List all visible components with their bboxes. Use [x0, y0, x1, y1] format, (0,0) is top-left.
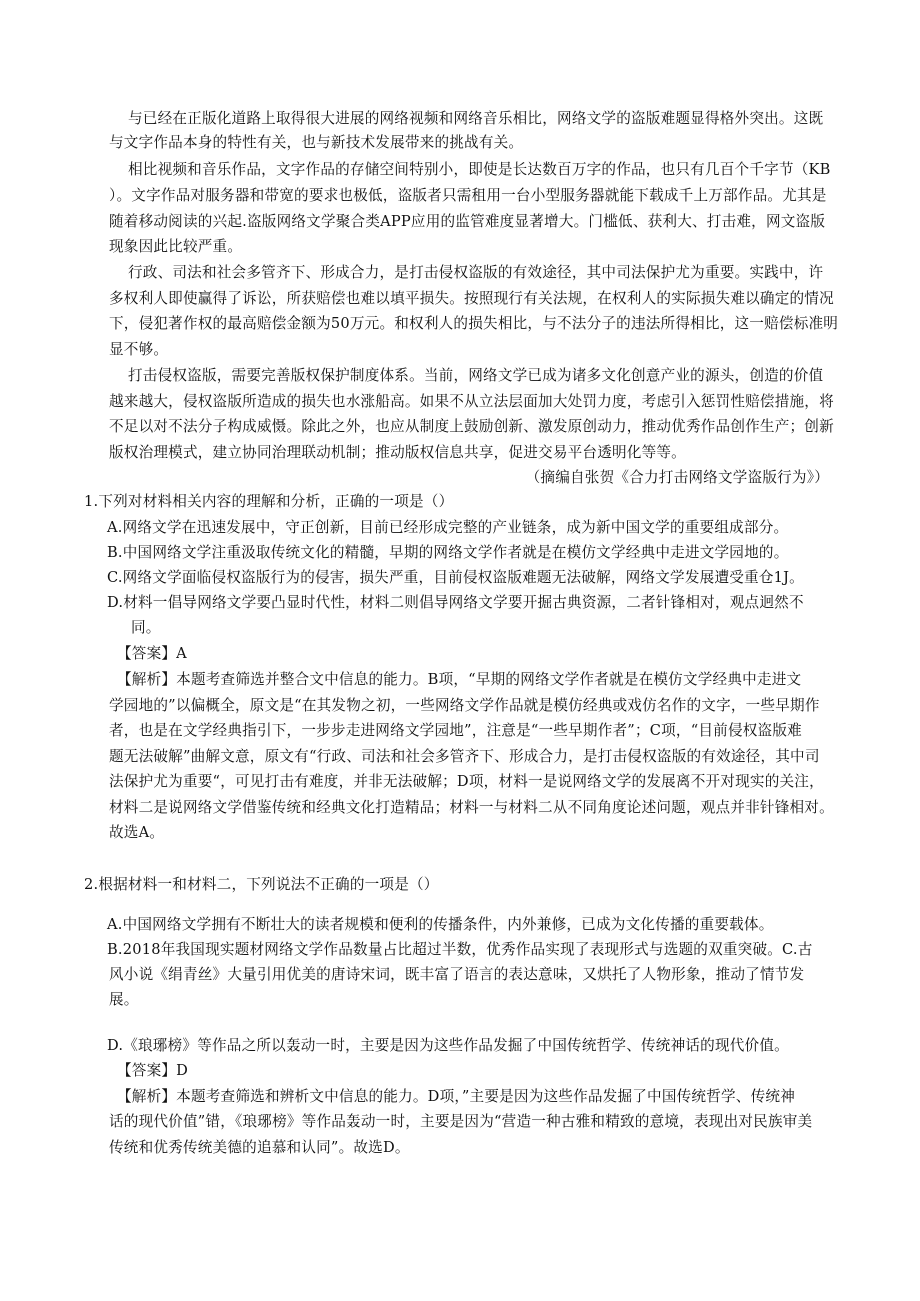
passage-p2-line-1: 相比视频和音乐作品，文字作品的存储空间特别小，即使是长达数百万字的作品，也只有几百个千字节（KB: [128, 161, 831, 178]
q1-analysis-line-6: 材料二是说网络文学借鉴传统和经典文化打造精品；材料一与材料二从不同角度论述问题，观点并非针锋相对。: [109, 799, 834, 816]
passage-p3-line-2: 多权利人即使赢得了诉讼，所获赔偿也难以填平损失。按照现行有关法规，在权利人的实际损失难以确定的情况: [109, 290, 834, 307]
q1-stem: 1.下列对材料相关内容的理解和分析，正确的一项是（）: [84, 493, 454, 510]
q2-option-bc-line-2: 风小说《绢青丝》大量引用优美的唐诗宋词，既丰富了语言的表达意味，又烘托了人物形象，推动了情节发: [109, 966, 805, 983]
q2-stem: 2.根据材料一和材料二，下列说法不正确的一项是（）: [84, 876, 439, 893]
q1-analysis-line-2: 学园地的”以偏概全，原文是“在其发物之初，一些网络文学作品就是模仿经典或戏仿名作的文字，一些早期作: [109, 697, 820, 714]
q1-answer: 【答案】A: [117, 645, 187, 662]
q1-analysis-line-1: 【解析】本题考查筛选并整合文中信息的能力。B项，“早期的网络文学作者就是在模仿文学经典中走进文: [117, 671, 802, 688]
q1-option-b: B.中国网络文学注重汲取传统文化的精髓，早期的网络文学作者就是在模仿文学经典中走进文学园地的。: [107, 544, 789, 561]
passage-p4-line-1: 打击侵权盗版，需要完善版权保护制度体系。当前，网络文学已成为诸多文化创意产业的源头，创造的价值: [128, 367, 824, 384]
passage-p4-line-3: 不足以对不法分子构成威慑。除此之外，也应从制度上鼓励创新、激发原创动力，推动优秀作品创作生产；创新: [109, 418, 834, 435]
passage-p4-line-2: 越来越大，侵权盗版所造成的损失也水涨船高。如果不从立法层面加大处罚力度，考虑引入惩罚性赔偿措施，将: [109, 393, 834, 410]
q2-analysis-line-3: 传统和优秀传统美德的追慕和认同”。故选D。: [109, 1139, 410, 1156]
passage-p4-line-4: 版权治理模式，建立协同治理联动机制；推动版权信息共享，促进交易平台透明化等等。: [109, 444, 686, 461]
q2-option-a: A.中国网络文学拥有不断壮大的读者规模和便利的传播条件，内外兼修，已成为文化传播的重要载体。: [107, 916, 774, 933]
q2-analysis-line-2: 话的现代价值”错，《琅琊榜》等作品轰动一时，主要是因为“营造一种古雅和精致的意境，表现出对民族审美: [109, 1113, 813, 1130]
passage-p3-line-3: 下，侵犯著作权的最高赔偿金额为50万元。和权利人的损失相比，与不法分子的违法所得相比，这一赔偿标准明: [109, 315, 839, 332]
q1-analysis-line-3: 者，也是在文学经典指引下，一步步走进网络文学园地”，注意是“一些早期作者”；C项，“目前侵权盗版难: [109, 722, 802, 739]
passage-p1-line-1: 与已经在正版化道路上取得很大进展的网络视频和网络音乐相比，网络文学的盗版难题显得格外突出。这既: [128, 110, 824, 127]
passage-p2-line-4: 现象因此比较严重。: [109, 238, 243, 255]
q1-option-a: A.网络文学在迅速发展中，守正创新，目前已经形成完整的产业链条，成为新中国文学的重要组成部分。: [107, 519, 789, 536]
q2-answer: 【答案】D: [117, 1062, 189, 1079]
passage-p2-line-3: 随着移动阅读的兴起.盗版网络文学聚合类APP应用的监管难度显著增大。门槛低、获利大、打击难，网文盗版: [109, 213, 826, 230]
q2-option-d: D.《琅琊榜》等作品之所以轰动一时，主要是因为这些作品发掘了中国传统哲学、传统神话的现代价值。: [107, 1037, 789, 1054]
passage-p3-line-4: 显不够。: [109, 341, 169, 358]
q1-option-d-line-2: 同。: [131, 619, 161, 636]
q2-option-bc-line-3: 展。: [109, 991, 139, 1008]
q1-analysis-line-4: 题无法破解”曲解文意，原文有“行政、司法和社会多管齐下、形成合力，是打击侵权盗版的有效途径，其中司: [109, 748, 820, 765]
passage-p1-line-2: 与文字作品本身的特性有关，也与新技术发展带来的挑战有关。: [109, 134, 524, 151]
q1-option-c: C.网络文学面临侵权盗版行为的侵害，损失严重，目前侵权盗版难题无法破解，网络文学发展遭受重仓1J。: [107, 569, 804, 586]
q2-option-bc-line-1: B.2018年我国现实题材网络文学作品数量占比超过半数，优秀作品实现了表现形式与选题的双重突破。C.古: [107, 941, 813, 958]
passage-p3-line-1: 行政、司法和社会多管齐下、形成合力，是打击侵权盗版的有效途径，其中司法保护尤为重要。实践中，许: [128, 264, 824, 281]
q2-analysis-line-1: 【解析】本题考查筛选和辨析文中信息的能力。D项，”主要是因为这些作品发掘了中国传统哲学、传统神: [117, 1088, 795, 1105]
q1-option-d-line-1: D.材料一倡导网络文学要凸显时代性，材料二则倡导网络文学要开掘古典资源，二者针锋相对，观点迥然不: [107, 594, 804, 611]
passage-p2-line-2: ）。文字作品对服务器和带宽的要求也极低，盗版者只需租用一台小型服务器就能下载成千上万部作品。尤其是: [109, 187, 827, 204]
q1-analysis-line-7: 故选A。: [109, 824, 165, 841]
passage-source: （摘编自张贺《合力打击网络文学盗版行为》）: [525, 469, 829, 486]
q1-analysis-line-5: 法保护尤为重要“，可见打击有难度，并非无法破解；D项，材料一是说网络文学的发展离不开对现实的关注，: [109, 773, 824, 790]
